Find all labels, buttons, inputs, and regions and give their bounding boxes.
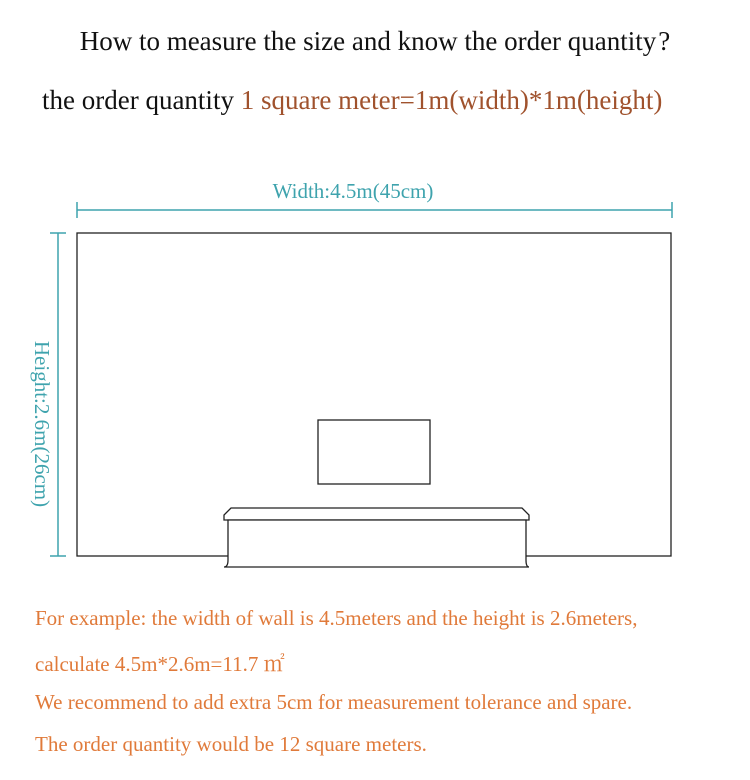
height-label: Height:2.6m(26cm): [30, 340, 54, 508]
cabinet-top: [224, 508, 529, 520]
heading-question-text: How to measure the size and know the order quantity: [79, 26, 657, 56]
example-line-4: The order quantity would be 12 square meters.: [35, 732, 427, 756]
tv-outline: [318, 420, 430, 484]
order-prefix: the order quantity: [42, 85, 241, 115]
cabinet-body: [224, 520, 529, 567]
heading-question-mark: ?: [658, 26, 671, 56]
width-label: Width:4.5m(45cm): [272, 179, 434, 203]
tv-cabinet: [224, 508, 529, 567]
width-dimension: [77, 202, 672, 218]
example-line-3: We recommend to add extra 5cm for measurement tolerance and spare.: [35, 690, 633, 714]
example-line-1: For example: the width of wall is 4.5meters and the height is 2.6meters,: [35, 606, 638, 630]
example-line-2: calculate 4.5m*2.6m=11.7 ㎡: [35, 652, 285, 676]
order-formula: 1 square meter=1m(width)*1m(height): [240, 85, 663, 115]
